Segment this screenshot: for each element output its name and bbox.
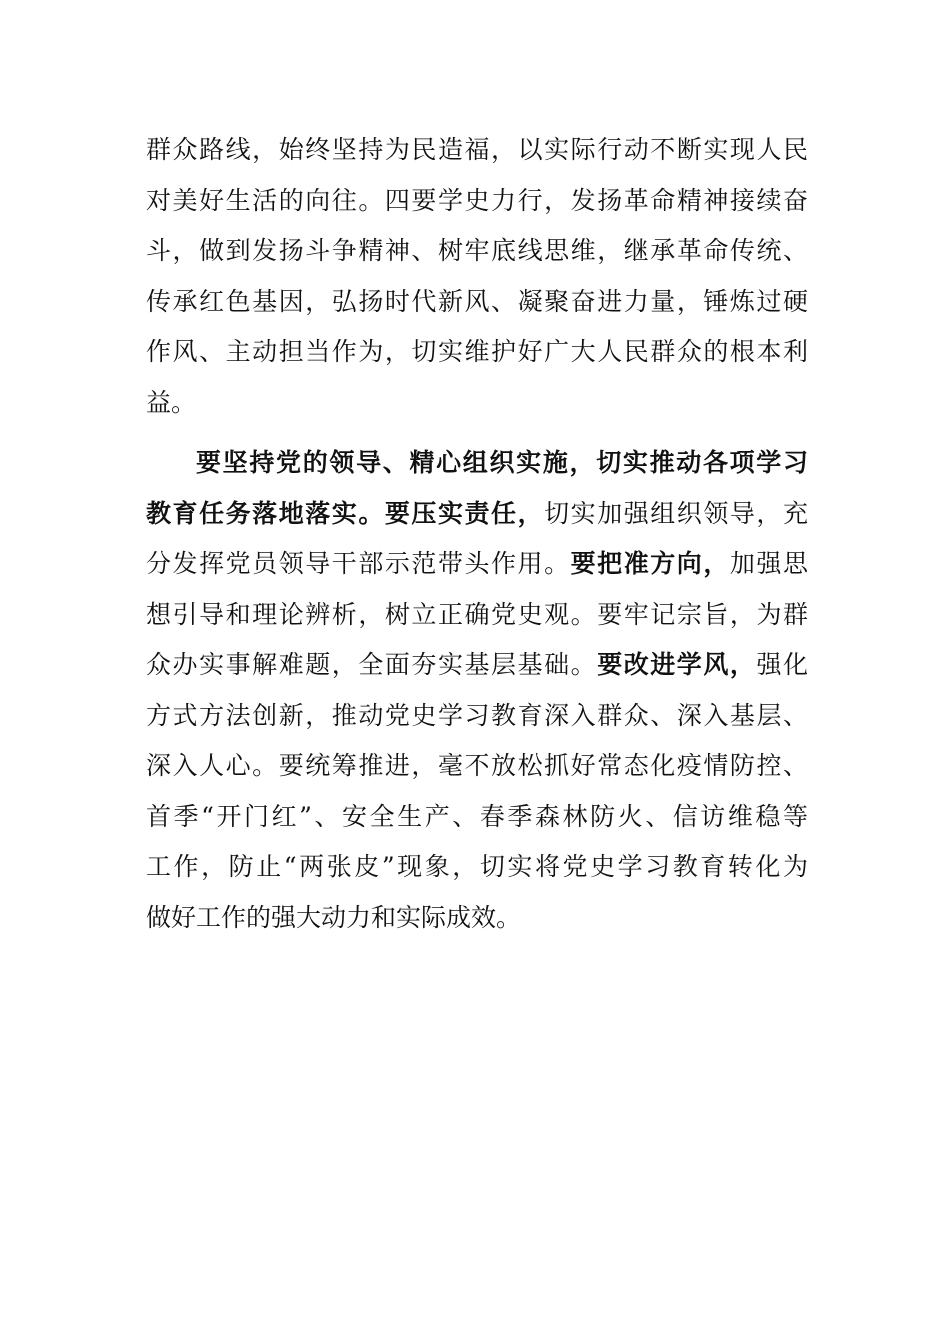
bold-text: 教育任务落地落实。要压实责任， (146, 498, 545, 528)
text-line: 传承红色基因，弘扬时代新风、凝聚奋进力量，锤炼过硬 (146, 286, 808, 316)
bold-text: 要把准方向， (570, 549, 730, 578)
bold-heading-line: 要坚持党的领导、精心组织实施，切实推动各项学习 (196, 448, 808, 477)
paragraph-gap (146, 428, 808, 438)
text-line (146, 539, 808, 590)
text-line: 方式方法创新，推动党史学习教育深入群众、深入基层、 (146, 700, 808, 730)
paragraph-2 (146, 438, 808, 943)
plain-text: 切实加强组织领导，充 (544, 498, 808, 528)
text-line: 工作，防止“两张皮”现象，切实将党史学习教育转化为 (146, 852, 808, 881)
body-text (146, 125, 808, 943)
text-line: 对美好生活的向往。四要学史力行，发扬革命精神接续奋 (146, 185, 808, 215)
plain-text: 加强思 (729, 549, 808, 578)
plain-text: 分发挥党员领导干部示范带头作用。 (146, 549, 571, 578)
text-line: 斗，做到发扬斗争精神、树牢底线思维，继承革命传统、 (146, 236, 808, 265)
plain-text: 众办实事解难题，全面夯实基层基础。 (146, 650, 598, 679)
text-line (146, 640, 808, 691)
bold-text: 要改进学风， (597, 650, 757, 679)
plain-text: 强化 (756, 650, 808, 679)
text-line: 做好工作的强大动力和实际成效。 (146, 902, 522, 932)
text-line: 益。 (146, 387, 197, 417)
text-line: 作风、主动担当作为，切实维护好广大人民群众的根本利 (146, 337, 808, 366)
text-line: 深入人心。要统筹推进，毫不放松抓好常态化疫情防控、 (146, 751, 808, 780)
text-line: 想引导和理论辨析，树立正确党史观。要牢记宗旨，为群 (146, 599, 808, 629)
paragraph-1 (146, 125, 808, 428)
text-line (146, 489, 808, 540)
text-line: 群众路线，始终坚持为民造福，以实际行动不断实现人民 (146, 135, 808, 164)
text-line: 首季“开门红”、安全生产、春季森林防火、信访维稳等 (146, 801, 808, 831)
